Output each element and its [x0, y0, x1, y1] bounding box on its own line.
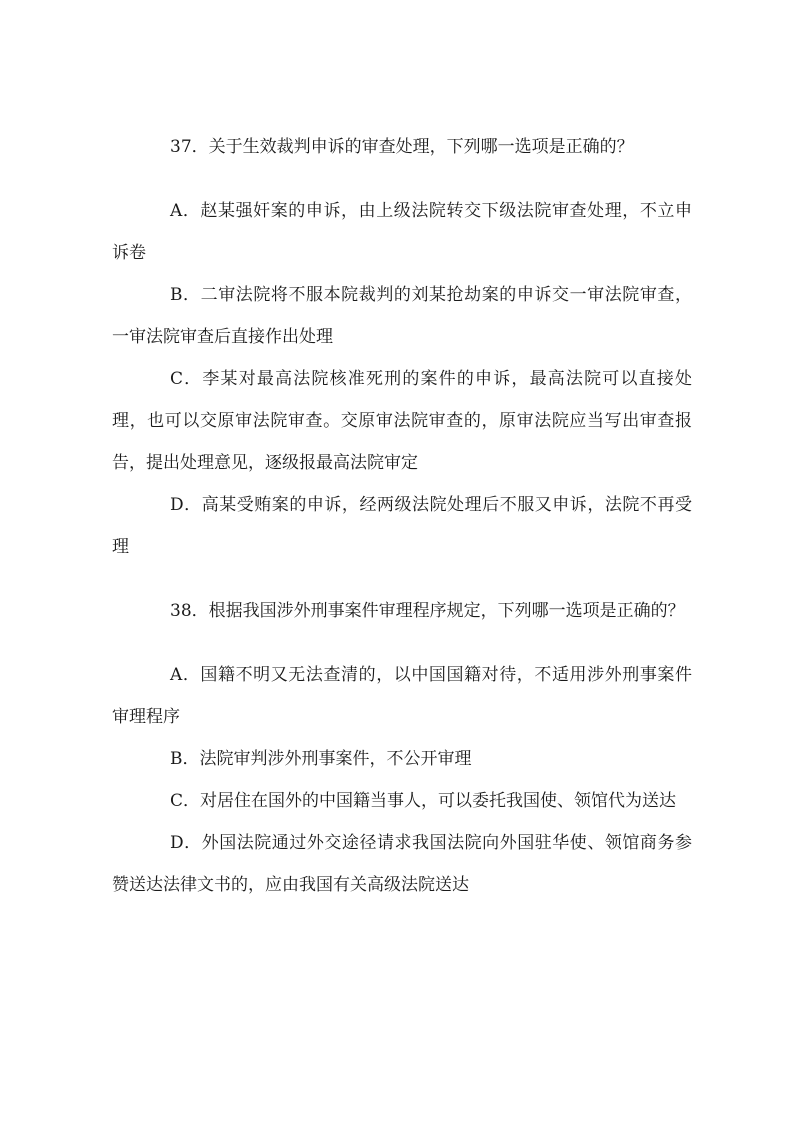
question-37-option-a: A．赵某强奸案的申诉，由上级法院转交下级法院审查处理，不立申诉卷	[112, 201, 692, 263]
spacer	[112, 632, 692, 654]
spacer	[112, 168, 692, 190]
question-37-stem: 37．关于生效裁判申诉的审查处理，下列哪一选项是正确的？	[170, 137, 634, 157]
spacer	[112, 568, 692, 590]
document-body	[112, 126, 692, 906]
question-37-option-b: B．二审法院将不服本院裁判的刘某抢劫案的申诉交一审法院审查，一审法院审查后直接作出处理	[112, 285, 692, 347]
question-37-option-c: C．李某对最高法院核准死刑的案件的申诉，最高法院可以直接处理，也可以交原审法院审查。交原审法院审查的，原审法院应当写出审查报告，提出处理意见，逐级报最高法院审定	[112, 369, 692, 473]
question-38-stem: 38．根据我国涉外刑事案件审理程序规定，下列哪一选项是正确的？	[170, 601, 685, 621]
question-38-option-d: D．外国法院通过外交途径请求我国法院向外国驻华使、领馆商务参赞送达法律文书的，应由我国有关高级法院送达	[112, 833, 692, 895]
question-37-option-d: D．高某受贿案的申诉，经两级法院处理后不服又申诉，法院不再受理	[112, 495, 692, 557]
question-38-option-b: B．法院审判涉外刑事案件，不公开审理	[170, 749, 472, 769]
question-38-option-a: A．国籍不明又无法查清的，以中国国籍对待，不适用涉外刑事案件审理程序	[112, 665, 692, 727]
question-38-option-c: C．对居住在国外的中国籍当事人，可以委托我国使、领馆代为送达	[170, 791, 677, 811]
